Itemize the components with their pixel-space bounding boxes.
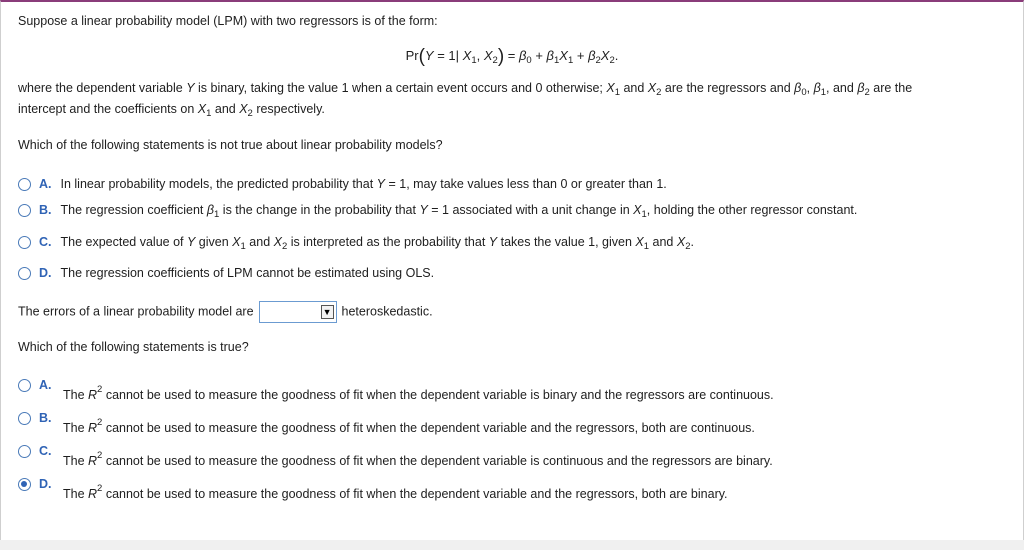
heteroskedastic-dropdown[interactable]: [259, 301, 337, 323]
lpm-equation: Pr(Y = 1| $X_1$, $X_2) = \beta_0 + \beta_1X_1 + \beta_2X_2$.: [405, 46, 619, 67]
radio-button[interactable]: [18, 267, 31, 280]
radio-button[interactable]: [18, 445, 31, 458]
radio-button-selected[interactable]: [18, 478, 31, 491]
question-3-text: Which of the following statements is true?: [18, 340, 249, 354]
q1-option-a[interactable]: A. In linear probability models, the predicted probability that Y = 1, may take values less than 0 or greater than 1.: [18, 177, 667, 191]
bottom-bar: [0, 540, 1024, 550]
radio-button[interactable]: [18, 236, 31, 249]
radio-button[interactable]: [18, 204, 31, 217]
where-text-line1: where the dependent variable Y is binary, taking the value 1 when a certain event occurs and 0 otherwise; $X_1$ and $X_2$ are the regressors and $\beta_0$, $\beta_1$, and $\beta_2$ are the: [18, 81, 913, 98]
question-2-line: The errors of a linear probability model are ▼ heteroskedastic.: [18, 301, 433, 323]
dropdown-arrow-icon[interactable]: ▼: [321, 305, 334, 319]
intro-text: Suppose a linear probability model (LPM) with two regressors is of the form:: [18, 14, 438, 28]
q1-option-c[interactable]: C. The expected value of Y given $X_1$ and $X_2$ is interpreted as the probability that Y takes the value 1, given $X_1$ and $X_2$.: [18, 235, 694, 249]
question-1-text: Which of the following statements is not true about linear probability models?: [18, 138, 443, 152]
radio-button[interactable]: [18, 379, 31, 392]
q1-option-b[interactable]: B. The regression coefficient $\beta_1$ is the change in the probability that Y = 1 associated with a unit change in $X_1$, holding the other regressor constant.: [18, 203, 857, 217]
radio-button[interactable]: [18, 178, 31, 191]
where-text-line2: intercept and the coefficients on $X_1$ and $X_2$ respectively.: [18, 102, 325, 119]
radio-button[interactable]: [18, 412, 31, 425]
q1-option-d[interactable]: D. The regression coefficients of LPM cannot be estimated using OLS.: [18, 266, 434, 280]
